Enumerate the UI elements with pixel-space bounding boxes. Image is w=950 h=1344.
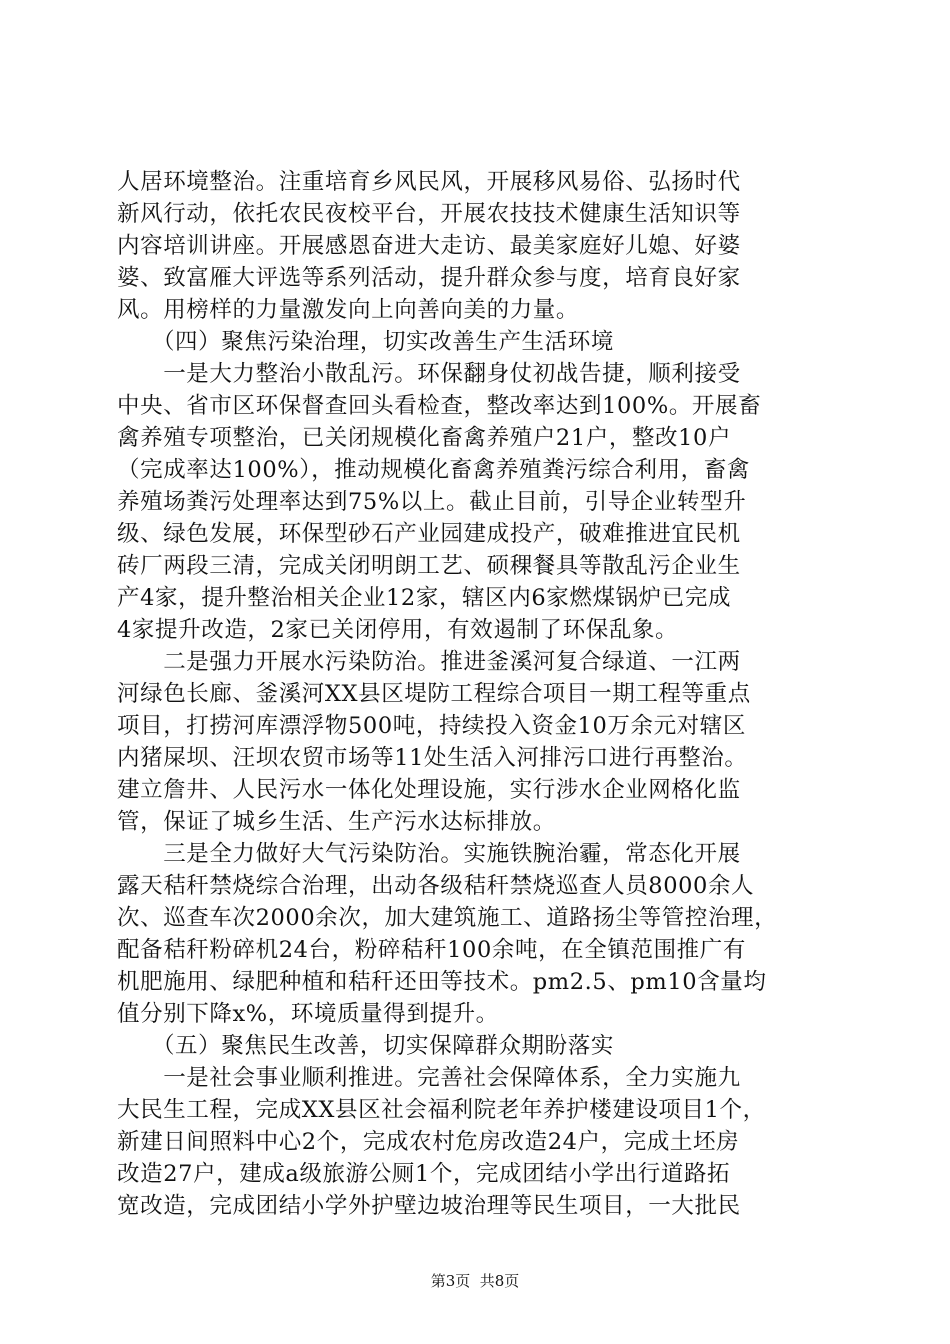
text-line: 改造27户，建成a级旅游公厕1个，完成团结小学出行道路拓	[117, 1161, 731, 1187]
text-line: 配备秸秆粉碎机24台，粉碎秸秆100余吨，在全镇范围推广有	[117, 937, 746, 963]
text-line: （完成率达100%），推动规模化畜禽养殖粪污综合利用，畜禽	[117, 457, 750, 483]
text-line: 建立詹井、人民污水一体化处理设施，实行涉水企业网格化监	[117, 777, 741, 803]
text-line: 二是强力开展水污染防治。推进釜溪河复合绿道、一江两	[117, 649, 741, 675]
text-line: 宽改造，完成团结小学外护壁边坡治理等民生项目，一大批民	[117, 1193, 741, 1219]
page-number-label: 第3页 共8页	[430, 1272, 520, 1290]
text-line: 机肥施用、绿肥种植和秸秆还田等技术。pm2.5、pm10含量均	[117, 969, 767, 995]
section-heading: （四）聚焦污染治理，切实改善生产生活环境	[117, 329, 614, 355]
text-line: 中央、省市区环保督查回头看检查，整改率达到100%。开展畜	[117, 393, 762, 419]
text-line: 砖厂两段三清，完成关闭明朗工艺、硕稞餐具等散乱污企业生	[117, 553, 741, 579]
text-line: 内猪屎坝、汪坝农贸市场等11处生活入河排污口进行再整治。	[117, 745, 748, 771]
text-line: 婆、致富雁大评选等系列活动，提升群众参与度，培育良好家	[117, 265, 741, 291]
text-line: 露天秸秆禁烧综合治理，出动各级秸秆禁烧巡查人员8000余人	[117, 873, 755, 899]
text-line: 新建日间照料中心2个，完成农村危房改造24户，完成土坯房	[117, 1129, 740, 1155]
text-line: 河绿色长廊、釜溪河XX县区堤防工程综合项目一期工程等重点	[117, 681, 751, 707]
text-line: 值分别下降x%，环境质量得到提升。	[117, 1001, 499, 1027]
text-line: 级、绿色发展，环保型砂石产业园建成投产，破难推进宜民机	[117, 521, 741, 547]
text-line: 三是全力做好大气污染防治。实施铁腕治霾，常态化开展	[117, 841, 741, 867]
text-line: 风。用榜样的力量激发向上向善向美的力量。	[117, 297, 580, 323]
text-line: 大民生工程，完成XX县区社会福利院老年养护楼建设项目1个，	[117, 1097, 766, 1123]
text-line: 养殖场粪污处理率达到75%以上。截止目前，引导企业转型升	[117, 489, 747, 515]
text-line: 新风行动，依托农民夜校平台，开展农技技术健康生活知识等	[117, 201, 741, 227]
text-line: 内容培训讲座。开展感恩奋进大走访、最美家庭好儿媳、好婆	[117, 233, 741, 259]
section-heading: （五）聚焦民生改善，切实保障群众期盼落实	[117, 1033, 614, 1059]
text-line: 禽养殖专项整治，已关闭规模化畜禽养殖户21户，整改10户	[117, 425, 732, 451]
text-line: 次、巡查车次2000余次，加大建筑施工、道路扬尘等管控治理，	[117, 905, 778, 931]
text-line: 一是社会事业顺利推进。完善社会保障体系，全力实施九	[117, 1065, 741, 1091]
text-line: 管，保证了城乡生活、生产污水达标排放。	[117, 809, 556, 835]
text-line: 一是大力整治小散乱污。环保翻身仗初战告捷，顺利接受	[117, 361, 741, 387]
text-line: 项目，打捞河库漂浮物500吨，持续投入资金10万余元对辖区	[117, 713, 746, 739]
text-line: 4家提升改造，2家已关闭停用，有效遏制了环保乱象。	[117, 617, 679, 643]
text-line: 产4家，提升整治相关企业12家，辖区内6家燃煤锅炉已完成	[117, 585, 732, 611]
page-footer	[0, 1271, 950, 1291]
text-line: 人居环境整治。注重培育乡风民风，开展移风易俗、弘扬时代	[117, 169, 741, 195]
